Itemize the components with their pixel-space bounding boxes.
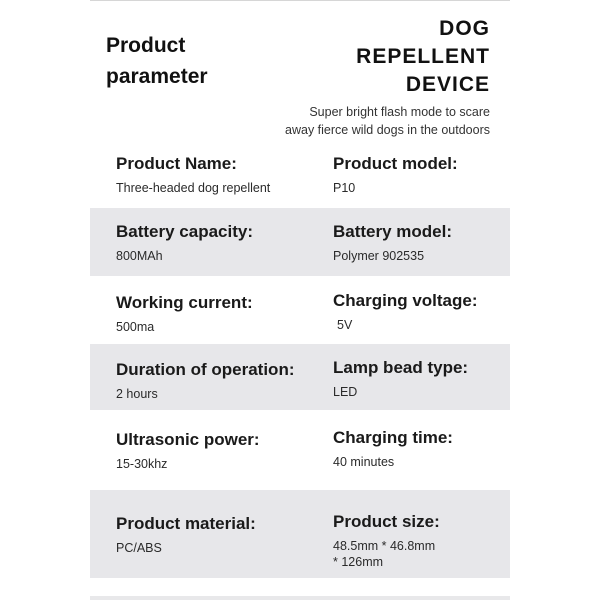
spec-duration	[116, 359, 316, 402]
spec-row-duration	[90, 344, 510, 410]
spec-value-line2: * 126mm	[333, 555, 384, 569]
spec-battery-model	[333, 221, 533, 264]
section-title-line1: Product	[106, 34, 186, 57]
spec-product-size	[333, 511, 533, 570]
spec-label: Charging time:	[333, 428, 453, 447]
device-subtitle-line1: Super bright flash mode to scare	[309, 105, 490, 119]
spec-label: Duration of operation:	[116, 360, 295, 379]
spec-label: Product size:	[333, 512, 440, 531]
spec-label: Product material:	[116, 514, 256, 533]
spec-label: Product Name:	[116, 154, 237, 173]
spec-value-line1: 48.5mm * 46.8mm	[333, 539, 436, 553]
spec-label: Lamp bead type:	[333, 358, 469, 377]
spec-value: 40 minutes	[333, 455, 395, 469]
spec-value: Polymer 902535	[333, 249, 425, 263]
device-subtitle	[250, 103, 490, 139]
spec-label: Product model:	[333, 154, 458, 173]
spec-value: P10	[333, 181, 356, 195]
spec-value: 800MAh	[116, 249, 163, 263]
spec-label: Battery model:	[333, 222, 453, 241]
spec-product-material	[116, 513, 316, 556]
spec-value: LED	[333, 385, 358, 399]
section-title	[106, 30, 266, 92]
spec-row-battery	[90, 208, 510, 276]
spec-value: PC/ABS	[116, 541, 162, 555]
spec-lamp-bead-type	[333, 357, 533, 400]
device-title-line2: REPELLENT	[356, 45, 490, 68]
spec-value	[333, 538, 533, 570]
spec-row-product-name	[90, 140, 510, 206]
spec-working-current	[116, 292, 316, 335]
spec-value: 2 hours	[116, 387, 158, 401]
device-title-line3: DEVICE	[405, 73, 490, 96]
spec-row-material	[90, 490, 510, 578]
spec-product-name	[116, 153, 316, 196]
spec-ultrasonic-power	[116, 429, 316, 472]
spec-label: Ultrasonic power:	[116, 430, 260, 449]
spec-product-model	[333, 153, 533, 196]
spec-battery-capacity	[116, 221, 316, 264]
spec-label: Battery capacity:	[116, 222, 254, 241]
spec-charging-voltage	[333, 290, 533, 333]
top-border	[90, 0, 510, 1]
spec-value: 15-30khz	[116, 457, 168, 471]
spec-value: Three-headed dog repellent	[116, 181, 271, 195]
spec-value: 500ma	[116, 320, 155, 334]
device-heading	[250, 15, 490, 139]
spec-row-current	[90, 278, 510, 342]
spec-label: Working current:	[116, 293, 253, 312]
spec-value: 5V	[337, 318, 353, 332]
device-subtitle-line2: away fierce wild dogs in the outdoors	[285, 123, 490, 137]
device-title-line1: DOG	[439, 17, 490, 40]
bottom-border	[90, 596, 510, 600]
spec-row-ultrasonic	[90, 412, 510, 488]
spec-charging-time	[333, 427, 533, 470]
section-title-line2: parameter	[106, 65, 208, 88]
spec-label: Charging voltage:	[333, 291, 478, 310]
